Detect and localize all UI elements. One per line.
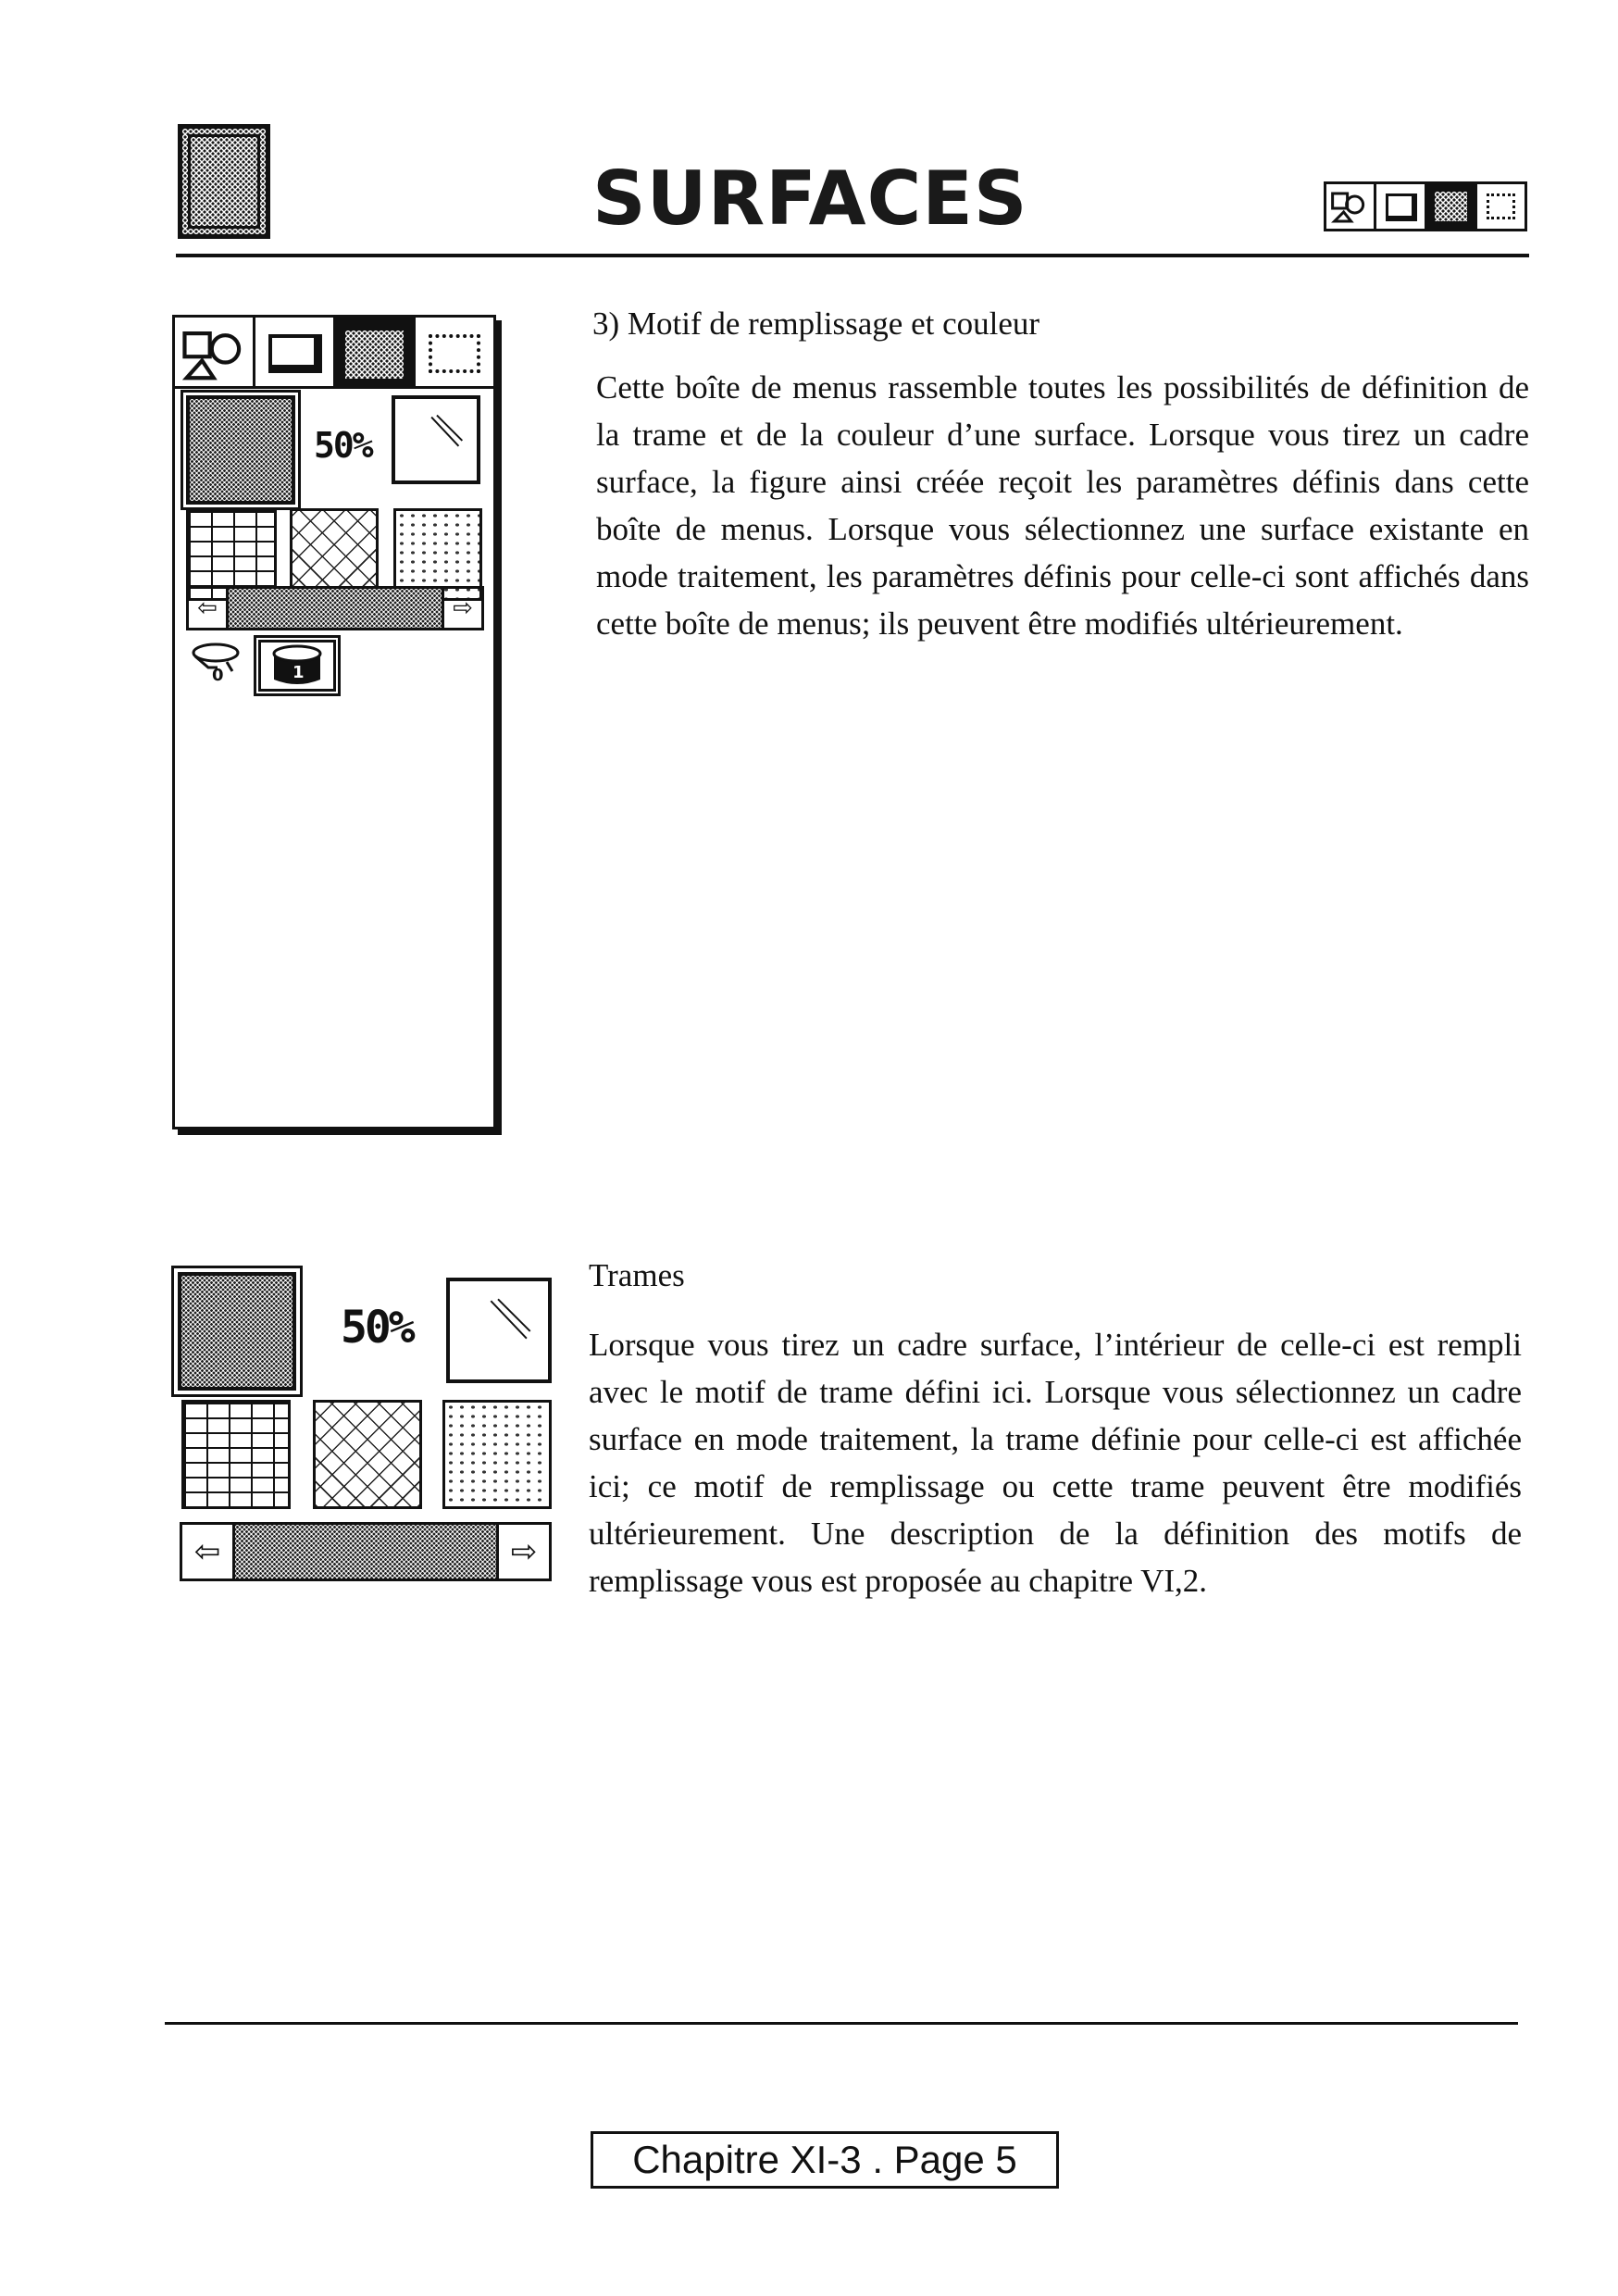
section1-heading: 3) Motif de remplissage et couleur [592,306,1040,342]
scroll-track-large[interactable] [235,1525,496,1578]
section1-paragraph: Cette boîte de menus rassemble toutes les possibilités de définition de la trame et de la couleur d’une surface. Lorsque vous tirez un cadre surface, la figure ainsi créée reçoit les paramètres définis dans cette boîte de menus. Lorsque vous sélectionnez une surface existante en mode traitement, les paramètres définis pour celle-ci sont affichés dans cette boîte de menus; ils peuvent être modifiés ultérieurement. [596,369,1529,642]
fill-percent: 50% [314,425,372,466]
scroll-left-arrow-icon-large[interactable]: ⇦ [182,1525,235,1578]
section2-paragraph: Lorsque vous tirez un cadre surface, l’intérieur de celle-ci est rempli avec le motif de trame défini ici. Lorsque vous sélectionnez un cadre surface en mode traitement, la trame définie pour celle-ci est affichée ici; ce motif de remplissage ou cette trame peuvent être modifiés ultérieurement. Une description de la définition des motifs de remplissage vous est proposée au chapitre VI,2. [589,1327,1522,1599]
tab-shapes[interactable] [175,318,255,386]
current-fill-swatch-large[interactable] [178,1272,296,1391]
fill-percent-large: 50% [341,1302,413,1354]
pattern-scrollbar[interactable] [186,586,484,630]
footer-page-label: Chapitre XI-3 . Page 5 [632,2138,1017,2181]
pattern-icon [1427,184,1477,229]
page-title: SURFACES [592,156,1028,242]
shapes-icon [1326,184,1376,229]
paint-spill-icon[interactable] [190,640,242,686]
bucket-number: 1 [292,663,305,682]
pattern-scrollbar-large[interactable] [180,1522,552,1581]
crosshatch-pattern-swatch-large[interactable] [313,1400,422,1509]
scroll-track[interactable] [229,589,442,628]
spill-number: 0 [212,666,224,685]
pattern-selector-detail [172,1263,552,1587]
section2-body [589,1321,1522,1604]
dot-pattern-swatch-large[interactable] [442,1400,552,1509]
transparent-swatch-large[interactable] [446,1278,552,1383]
tab-frame[interactable] [255,318,336,386]
brick-pattern-swatch-large[interactable] [181,1400,291,1509]
frame-icon [1376,184,1426,229]
header-dotted-square-icon [178,124,270,239]
scroll-right-arrow-icon-large[interactable]: ⇨ [496,1525,549,1578]
footer-rule [165,2022,1518,2025]
tab-pattern[interactable] [336,318,417,386]
current-fill-swatch[interactable] [186,395,295,505]
section1-body [596,364,1529,647]
tab-dashed-frame[interactable] [416,318,493,386]
scroll-right-arrow-icon[interactable]: ⇨ [442,589,481,628]
dashed-frame-icon [1477,184,1525,229]
header-rule [176,254,1529,257]
section2-heading: Trames [589,1257,685,1293]
dialog-tabs [175,318,493,389]
header-toolbar [1324,181,1527,231]
paint-bucket-icon[interactable] [258,640,336,692]
footer-page-box [591,2131,1059,2189]
scroll-left-arrow-icon[interactable]: ⇦ [189,589,229,628]
transparent-swatch[interactable] [392,395,480,484]
fill-pattern-dialog [172,315,496,1129]
